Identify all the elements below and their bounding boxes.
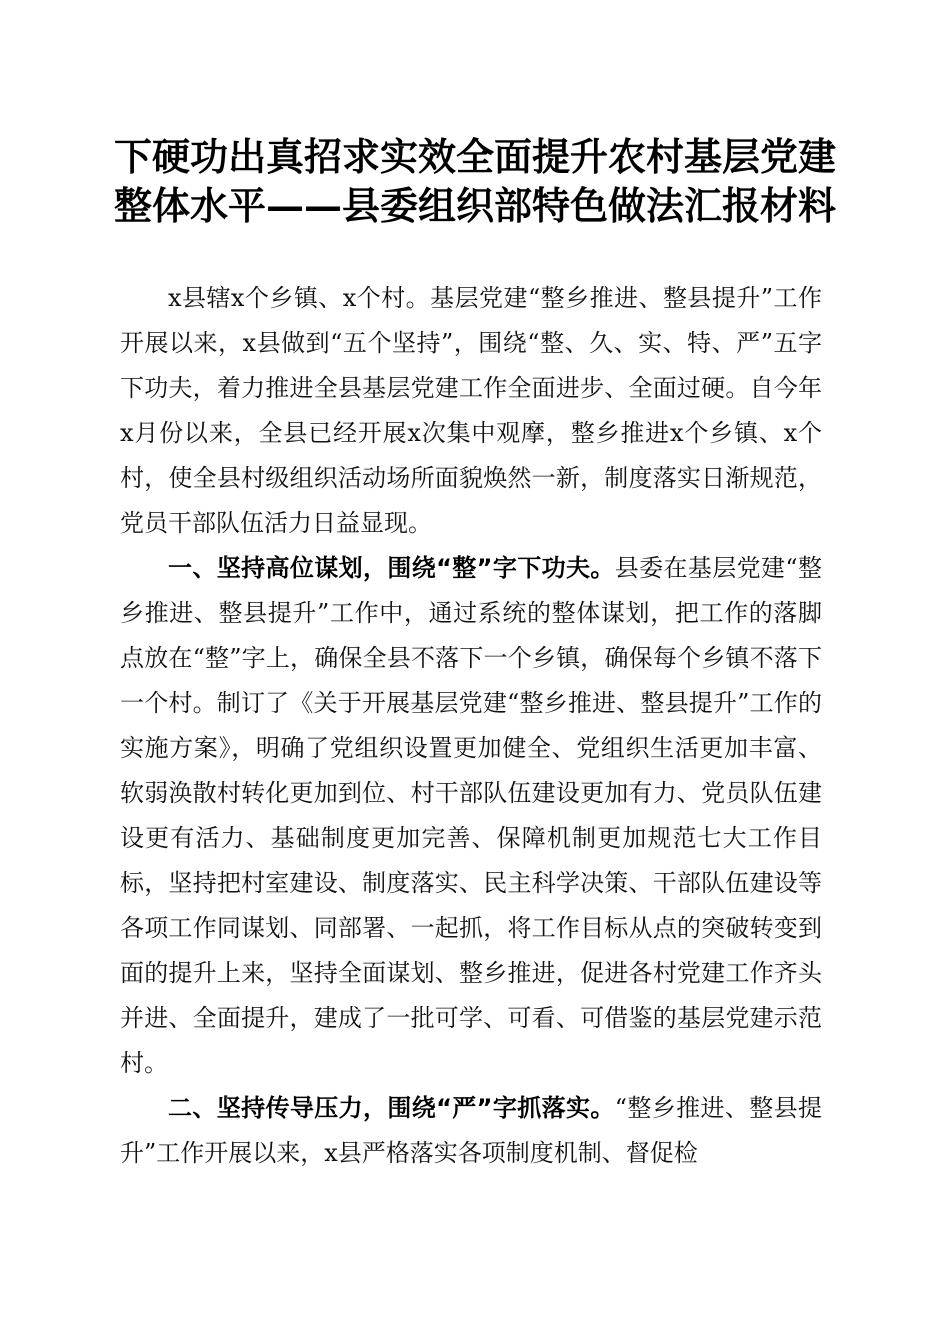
- paragraph-section-2: [120, 1086, 822, 1176]
- paragraph-text: x县辖x个乡镇、x个村。基层党建“整乡推进、整县提升”工作开展以来，x县做到“五个坚持”，围绕“整、久、实、特、严”五字下功夫，着力推进全县基层党建工作全面进步、全面过硬。自今年x月份以来，全县已经开展x次集中观摩，整乡推进x个乡镇、x个村，使全县村级组织活动场所面貌焕然一新，制度落实日渐规范，党员干部队伍活力日益显现。: [120, 284, 822, 537]
- paragraph-text: “整乡推进、整县提升”工作开展以来，x县严格落实各项制度机制、督促检: [120, 1094, 823, 1167]
- paragraph-text: 县委在基层党建“整乡推进、整县提升”工作中，通过系统的整体谋划，把工作的落脚点放在“整”字上，确保全县不落下一个乡镇，确保每个乡镇不落下一个村。制订了《关于开展基层党建“整乡推进、整县提升”工作的实施方案》，明确了党组织设置更加健全、党组织生活更加丰富、软弱涣散村转化更加到位、村干部队伍建设更加有力、党员队伍建设更有活力、基础制度更加完善、保障机制更加规范七大工作目标，坚持把村室建设、制度落实、民主科学决策、干部队伍建设等各项工作同谋划、同部署、一起抓，将工作目标从点的突破转变到面的提升上来，坚持全面谋划、整乡推进，促进各村党建工作齐头并进、全面提升，建成了一批可学、可看、可借鉴的基层党建示范村。: [120, 554, 823, 1077]
- document-title: 下硬功出真招求实效全面提升农村基层党建整体水平——县委组织部特色做法汇报材料: [113, 134, 836, 228]
- section-heading-1: 一、坚持高位谋划，围绕“整”字下功夫。: [168, 554, 615, 582]
- paragraph-section-1: [120, 546, 822, 1086]
- section-heading-2: 二、坚持传导压力，围绕“严”字抓落实。: [168, 1094, 615, 1122]
- document-body: [120, 276, 822, 1176]
- paragraph-intro: [120, 276, 822, 546]
